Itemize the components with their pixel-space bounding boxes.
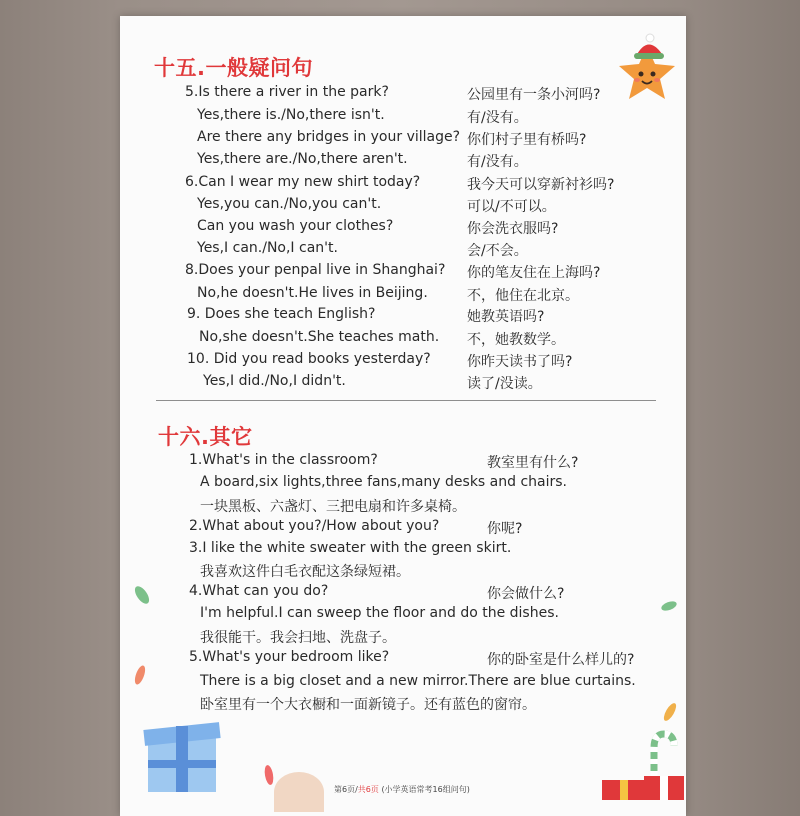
section-15-title: 十五.一般疑问句 bbox=[154, 56, 313, 80]
section-16-title: 十六.其它 bbox=[158, 425, 253, 449]
leaf-icon bbox=[262, 764, 276, 786]
footer-total: 共6页 bbox=[357, 785, 379, 794]
s15-line-en: 9. Does she teach English? bbox=[187, 306, 376, 322]
s16-question: 5.What's your bedroom like? bbox=[189, 649, 390, 665]
s16-answer: I'm helpful.I can sweep the floor and do the dishes. bbox=[200, 605, 559, 621]
s15-line-en: 10. Did you read books yesterday? bbox=[187, 351, 431, 367]
s15-line-en: Yes,there is./No,there isn't. bbox=[197, 107, 385, 123]
footer-page: 第6页/ bbox=[334, 785, 358, 794]
s15-line-zh: 不，她教数学。 bbox=[467, 332, 565, 348]
star-mascot-icon bbox=[612, 32, 682, 104]
s16-question: 3.I like the white sweater with the green skirt. bbox=[189, 540, 512, 556]
s15-line-zh: 会/不会。 bbox=[467, 243, 528, 259]
s15-line-zh: 有/没有。 bbox=[467, 110, 528, 126]
page-footer bbox=[334, 784, 470, 795]
leaf-icon bbox=[132, 664, 148, 686]
s15-line-zh: 你的笔友住在上海吗? bbox=[467, 265, 601, 281]
leaf-icon bbox=[662, 700, 678, 724]
s15-line-en: Yes,I did./No,I didn't. bbox=[203, 373, 346, 389]
s15-line-en: No,he doesn't.He lives in Beijing. bbox=[197, 285, 428, 301]
s16-question-zh: 教室里有什么? bbox=[487, 455, 579, 471]
finger-photo-edge bbox=[274, 772, 324, 812]
s16-question: 4.What can you do? bbox=[189, 583, 329, 599]
s15-line-en: Can you wash your clothes? bbox=[197, 218, 394, 234]
gift-box-icon bbox=[142, 716, 222, 792]
s16-answer: There is a big closet and a new mirror.There are blue curtains. bbox=[200, 673, 636, 689]
s15-line-zh: 可以/不可以。 bbox=[467, 199, 556, 215]
s15-line-en: Yes,there are./No,there aren't. bbox=[197, 151, 408, 167]
s15-line-zh: 你昨天读书了吗? bbox=[467, 354, 573, 370]
s15-line-zh: 公园里有一条小河吗? bbox=[467, 87, 601, 103]
leaf-icon bbox=[660, 598, 678, 614]
s15-line-zh: 读了/没读。 bbox=[467, 376, 542, 392]
s16-answer-zh: 我很能干。我会扫地、洗盘子。 bbox=[200, 630, 396, 646]
gift-and-candy-cane-icon bbox=[598, 728, 688, 800]
s15-line-en: Are there any bridges in your village? bbox=[197, 129, 461, 145]
s15-line-zh: 她教英语吗? bbox=[467, 309, 545, 325]
s15-line-zh: 不，他住在北京。 bbox=[467, 288, 579, 304]
s15-line-en: No,she doesn't.She teaches math. bbox=[199, 329, 440, 345]
s15-line-en: 6.Can I wear my new shirt today? bbox=[185, 174, 421, 190]
s15-line-zh: 有/没有。 bbox=[467, 154, 528, 170]
s16-question: 1.What's in the classroom? bbox=[189, 452, 378, 468]
s16-answer: A board,six lights,three fans,many desks and chairs. bbox=[200, 474, 568, 490]
s16-answer-zh: 我喜欢这件白毛衣配这条绿短裙。 bbox=[200, 564, 410, 580]
leaf-icon bbox=[132, 584, 152, 606]
s15-line-en: Yes,I can./No,I can't. bbox=[197, 240, 338, 256]
s15-line-zh: 我今天可以穿新衬衫吗? bbox=[467, 177, 615, 193]
s16-question-zh: 你呢? bbox=[487, 521, 523, 537]
s15-line-en: 5.Is there a river in the park? bbox=[185, 84, 389, 100]
s16-question-zh: 你的卧室是什么样儿的? bbox=[487, 652, 635, 668]
s16-answer-zh: 一块黑板、六盏灯、三把电扇和许多桌椅。 bbox=[200, 499, 466, 515]
footer-note: (小学英语常考16组问句) bbox=[381, 785, 470, 794]
s15-line-zh: 你会洗衣服吗? bbox=[467, 221, 559, 237]
s16-question: 2.What about you?/How about you? bbox=[189, 518, 440, 534]
s16-question-zh: 你会做什么? bbox=[487, 586, 565, 602]
s15-line-en: Yes,you can./No,you can't. bbox=[197, 196, 382, 212]
s15-line-en: 8.Does your penpal live in Shanghai? bbox=[185, 262, 446, 278]
s15-line-zh: 你们村子里有桥吗? bbox=[467, 132, 587, 148]
section-divider bbox=[156, 400, 656, 401]
s16-answer-zh: 卧室里有一个大衣橱和一面新镜子。还有蓝色的窗帘。 bbox=[200, 697, 536, 713]
